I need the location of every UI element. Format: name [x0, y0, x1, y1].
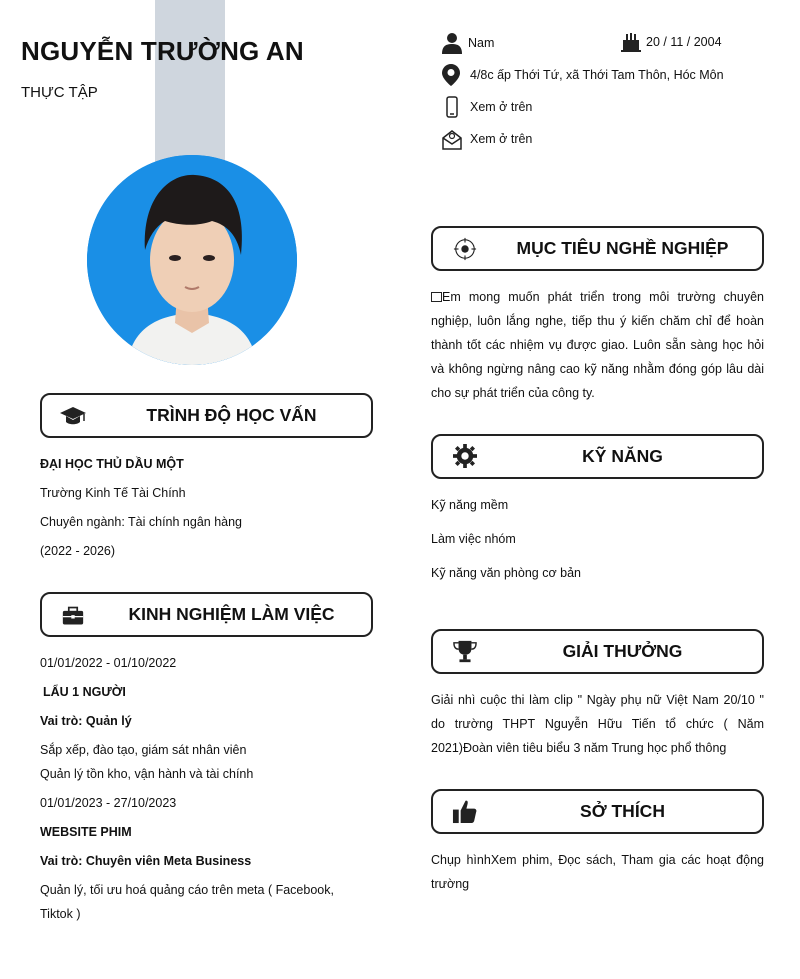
- awards-section-header: [431, 629, 764, 674]
- target-icon: [453, 237, 477, 261]
- phone-row: [446, 96, 532, 118]
- job-2-desc-2: Tiktok ): [40, 907, 81, 921]
- hobbies-text: Chụp hìnhXem phim, Đọc sách, Tham gia các hoạt động trường: [431, 853, 764, 891]
- job-1-desc-1: Sắp xếp, đào tạo, giám sát nhân viên: [40, 743, 247, 757]
- birthday-text: 20 / 11 / 2004: [646, 35, 722, 49]
- experience-title: KINH NGHIỆM LÀM VIỆC: [128, 604, 335, 624]
- accent-bar: [155, 0, 225, 170]
- email-text: Xem ở trên: [470, 132, 533, 146]
- full-name: NGUYỄN TRƯỜNG AN: [21, 36, 304, 66]
- school-name: ĐẠI HỌC THỦ DẦU MỘT: [40, 457, 184, 471]
- skill-item: Làm việc nhóm: [431, 532, 516, 546]
- gender-row: [442, 32, 494, 54]
- thumbs-up-icon: [452, 799, 477, 824]
- avatar: [87, 155, 297, 365]
- job-2-company: WEBSITE PHIM: [40, 825, 132, 839]
- skills-title: KỸ NĂNG: [582, 446, 663, 466]
- education-title: TRÌNH ĐỘ HỌC VẤN: [146, 405, 317, 425]
- gender-text: Nam: [468, 36, 495, 50]
- objective-title: MỤC TIÊU NGHỀ NGHIỆP: [516, 238, 729, 258]
- awards-title: GIẢI THƯỞNG: [562, 641, 683, 661]
- study-period: (2022 - 2026): [40, 544, 116, 558]
- address-text: 4/8c ấp Thới Tứ, xã Thới Tam Thôn, Hóc Môn: [470, 68, 724, 82]
- education-section-header: [40, 393, 373, 438]
- person-icon: [442, 32, 462, 54]
- location-pin-icon: [442, 64, 460, 86]
- trophy-icon: [453, 639, 477, 665]
- job-1-desc-2: Quản lý tồn kho, vận hành và tài chính: [40, 767, 254, 781]
- job-title: THỰC TẬP: [21, 84, 98, 101]
- awards-text: Giải nhì cuộc thi làm clip " Ngày phụ nữ Việt Nam 20/10 " do trường THPT Nguyễn Hữu Tiến tổ chức ( Năm 2021)Đoàn viên tiêu biểu 3 năm Trung học phổ thông: [431, 693, 764, 755]
- skill-item: Kỹ năng mềm: [431, 498, 509, 512]
- email-row: [442, 128, 532, 150]
- job-1-period: 01/01/2022 - 01/10/2022: [40, 656, 177, 670]
- job-1-company: LẨU 1 NGƯỜI: [43, 685, 126, 699]
- briefcase-icon: [62, 604, 84, 628]
- major: Chuyên ngành: Tài chính ngân hàng: [40, 515, 243, 529]
- objective-text: [431, 285, 764, 405]
- birthday-row: [621, 32, 722, 52]
- job-2-desc-1: Quản lý, tối ưu hoá quảng cáo trên meta ( Facebook,: [40, 883, 334, 897]
- graduation-cap-icon: [60, 405, 86, 429]
- experience-section-header: [40, 592, 373, 637]
- gear-icon: [453, 444, 477, 468]
- skill-item: Kỹ năng văn phòng cơ bản: [431, 566, 581, 580]
- job-2-role: Vai trò: Chuyên viên Meta Business: [40, 854, 252, 868]
- phone-text: Xem ở trên: [470, 100, 533, 114]
- faculty: Trường Kinh Tế Tài Chính: [40, 486, 186, 500]
- job-2-period: 01/01/2023 - 27/10/2023: [40, 796, 177, 810]
- avatar-portrait: [87, 155, 297, 365]
- address-row: [442, 64, 724, 86]
- cake-icon: [621, 32, 641, 52]
- job-1-role: Vai trò: Quản lý: [40, 714, 132, 728]
- hobbies-section-header: [431, 789, 764, 834]
- skills-section-header: [431, 434, 764, 479]
- objective-section-header: [431, 226, 764, 271]
- missing-glyph-icon: [431, 292, 442, 302]
- email-icon: [442, 128, 462, 150]
- phone-icon: [446, 96, 458, 118]
- objective-body: Em mong muốn phát triển trong môi trường chuyên nghiệp, luôn lắng nghe, tiếp thu ý kiến chăm chỉ để hoàn thành tốt các nhiệm vụ được giao. Luôn sẵn sàng học hỏi và không ngừng nâng cao kỹ năng nhằm đóng góp lâu dài cho sự phát triển của công ty.: [431, 290, 764, 400]
- hobbies-title: SỞ THÍCH: [580, 801, 665, 821]
